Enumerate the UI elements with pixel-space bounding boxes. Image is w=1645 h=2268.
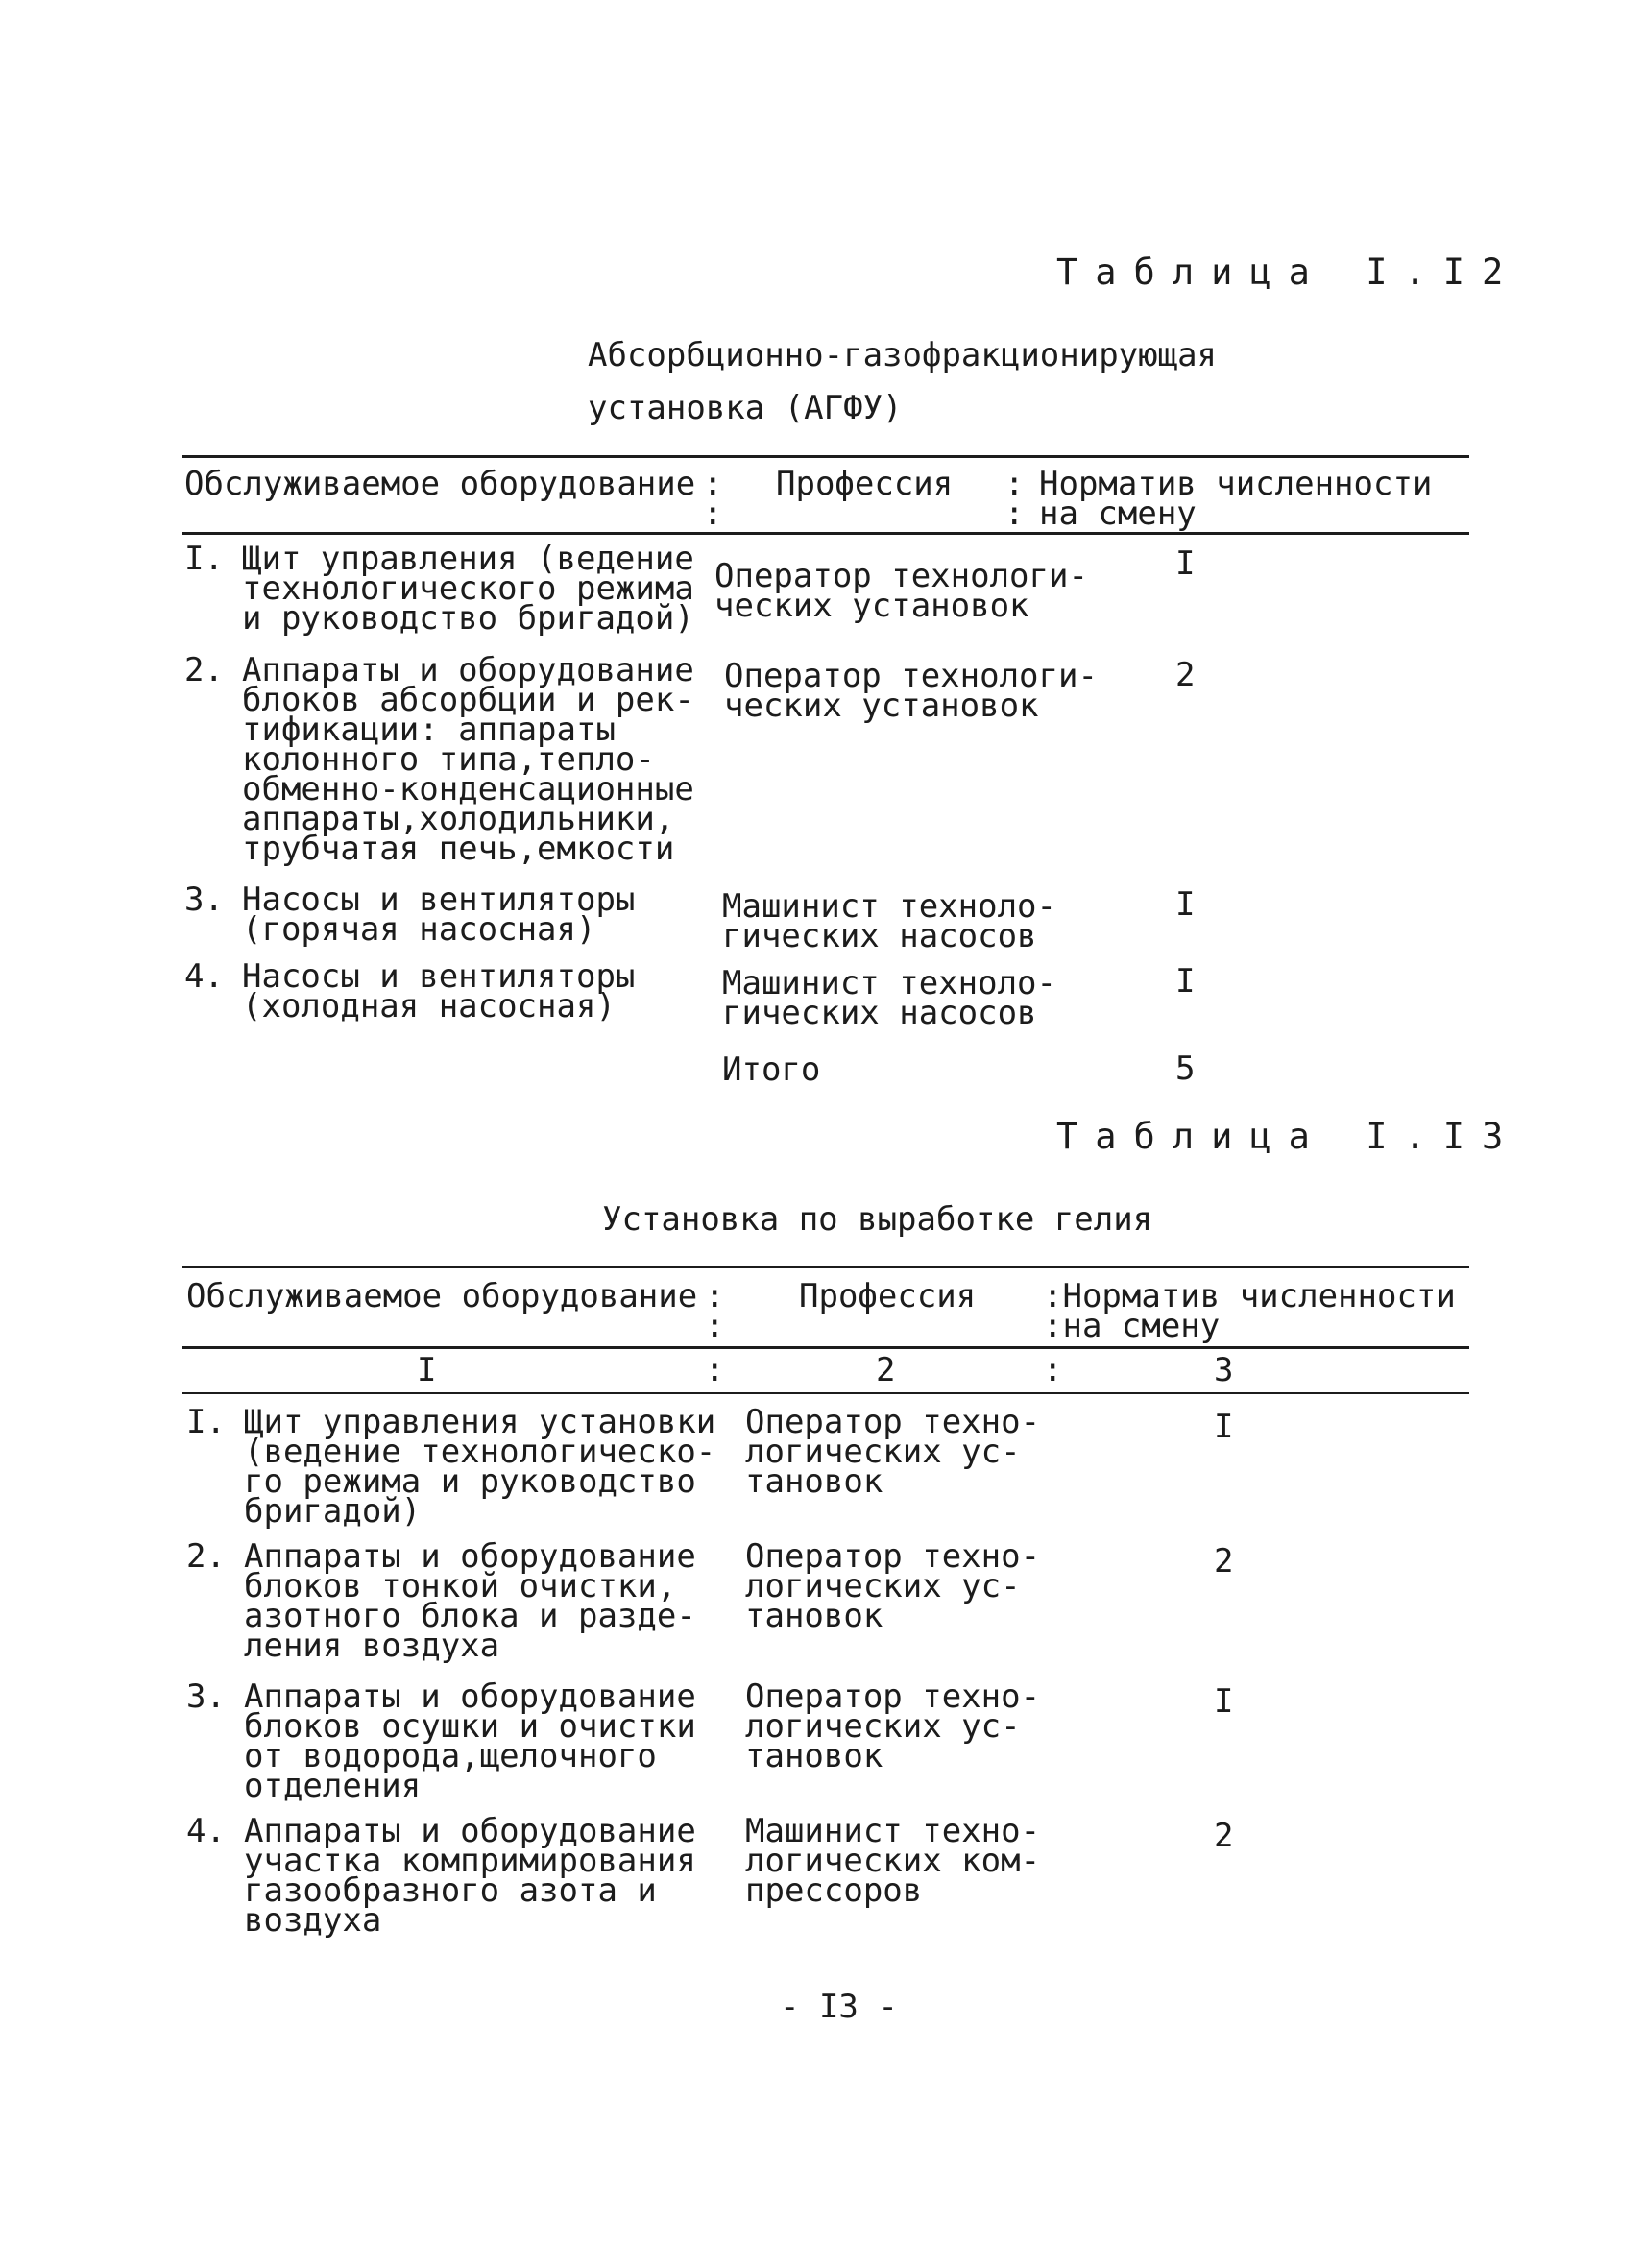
table2-row3-number: 3. xyxy=(186,1677,226,1716)
table1-row3-norm: I xyxy=(1175,885,1196,924)
table2-title: Установка по выработке гелия xyxy=(602,1200,1153,1239)
table2-header-sep1a: : xyxy=(705,1277,725,1315)
table2-colnum-1: I xyxy=(417,1351,437,1389)
table1-row2-norm: 2 xyxy=(1175,656,1196,694)
table1-row2-equipment: Аппараты и оборудование блоков абсорбции и рек- тификации: аппараты колонного типа,тепло- обменно-конденсационные аппараты,холодильники, трубчатая печь,емкости xyxy=(242,651,694,868)
table2-row2-equipment: Аппараты и оборудование блоков тонкой очистки, азотного блока и разде- ления воздуха xyxy=(244,1537,696,1665)
table2-row3-equipment: Аппараты и оборудование блоков осушки и очистки от водорода,щелочного отделения xyxy=(244,1677,696,1805)
table1-row1-number: I. xyxy=(184,540,224,578)
table1-row4-number: 4. xyxy=(184,957,224,996)
table1-title-line1: Абсорбционно-газофракционирующая xyxy=(588,336,1218,374)
table1-row2-profession: Оператор технологи- ческих установок xyxy=(724,657,1098,725)
table1-header-norm-line1: Норматив численности xyxy=(1039,465,1433,503)
table1-header-sep2b: : xyxy=(1004,495,1025,533)
table1-header-sep1b: : xyxy=(703,495,723,533)
table1-row4-norm: I xyxy=(1175,962,1196,1001)
table2-row1-profession: Оператор техно- логических ус- тановок xyxy=(745,1403,1041,1501)
table2-header-sep1b: : xyxy=(705,1307,725,1345)
table2-header-rule xyxy=(182,1346,1469,1349)
table1-row1-profession: Оператор технологи- ческих установок xyxy=(714,557,1088,625)
table1-row2-number: 2. xyxy=(184,651,224,689)
table1-title-line2: установка (АГФУ) xyxy=(588,389,903,427)
table1-row4-profession: Машинист техноло- гических насосов xyxy=(722,964,1056,1032)
table1-row1-norm: I xyxy=(1175,544,1196,583)
table2-header-norm-line1: :Норматив численности xyxy=(1043,1277,1456,1315)
table1-total-value: 5 xyxy=(1175,1050,1196,1088)
table2-colnum-3: 3 xyxy=(1214,1351,1234,1389)
table2-colnum-2: 2 xyxy=(876,1351,896,1389)
table2-header-equipment: Обслуживаемое оборудование xyxy=(186,1277,698,1315)
table1-header-sep2a: : xyxy=(1004,465,1025,503)
table2-row4-equipment: Аппараты и оборудование участка компримирования газообразного азота и воздуха xyxy=(244,1812,696,1940)
table1-row3-number: 3. xyxy=(184,881,224,919)
table1-row3-equipment: Насосы и вентиляторы (горячая насосная) xyxy=(242,881,636,949)
table2-top-rule xyxy=(182,1266,1469,1268)
table1-row3-profession: Машинист техноло- гических насосов xyxy=(722,887,1056,955)
table2-row3-norm: I xyxy=(1214,1682,1234,1721)
table2-header-profession: Профессия xyxy=(799,1277,977,1315)
table1-header-norm-line2: на смену xyxy=(1039,495,1197,533)
page-number: - I3 - xyxy=(780,1988,898,2026)
table2-row2-profession: Оператор техно- логических ус- тановок xyxy=(745,1537,1041,1635)
table2-caption: Таблица I.I3 xyxy=(1056,1116,1521,1157)
table1-top-rule xyxy=(182,455,1469,458)
table2-colnum-sep2: : xyxy=(1043,1351,1063,1389)
table2-row1-norm: I xyxy=(1214,1408,1234,1446)
table2-row2-norm: 2 xyxy=(1214,1542,1234,1580)
table1-total-label: Итого xyxy=(722,1050,821,1089)
table2-row4-number: 4. xyxy=(186,1812,226,1850)
table2-row2-number: 2. xyxy=(186,1537,226,1576)
table1-row4-equipment: Насосы и вентиляторы (холодная насосная) xyxy=(242,957,636,1025)
table2-row1-equipment: Щит управления установки (ведение технологическо- го режима и руководство бригадой) xyxy=(244,1403,716,1531)
table1-caption: Таблица I.I2 xyxy=(1056,252,1521,293)
table2-row4-profession: Машинист техно- логических ком- прессоров xyxy=(745,1812,1041,1910)
table1-header-profession: Профессия xyxy=(776,465,954,503)
table2-row3-profession: Оператор техно- логических ус- тановок xyxy=(745,1677,1041,1775)
table1-header-equipment: Обслуживаемое оборудование xyxy=(184,465,696,503)
table2-colnum-sep1: : xyxy=(705,1351,725,1389)
table2-row4-norm: 2 xyxy=(1214,1817,1234,1855)
table2-colnum-rule xyxy=(182,1392,1469,1394)
table2-row1-number: I. xyxy=(186,1403,226,1441)
table1-row1-equipment: Щит управления (ведение технологического режима и руководство бригадой) xyxy=(242,540,694,638)
table1-header-rule xyxy=(182,532,1469,535)
table1-header-sep1a: : xyxy=(703,465,723,503)
table2-header-norm-line2: :на смену xyxy=(1043,1307,1221,1345)
